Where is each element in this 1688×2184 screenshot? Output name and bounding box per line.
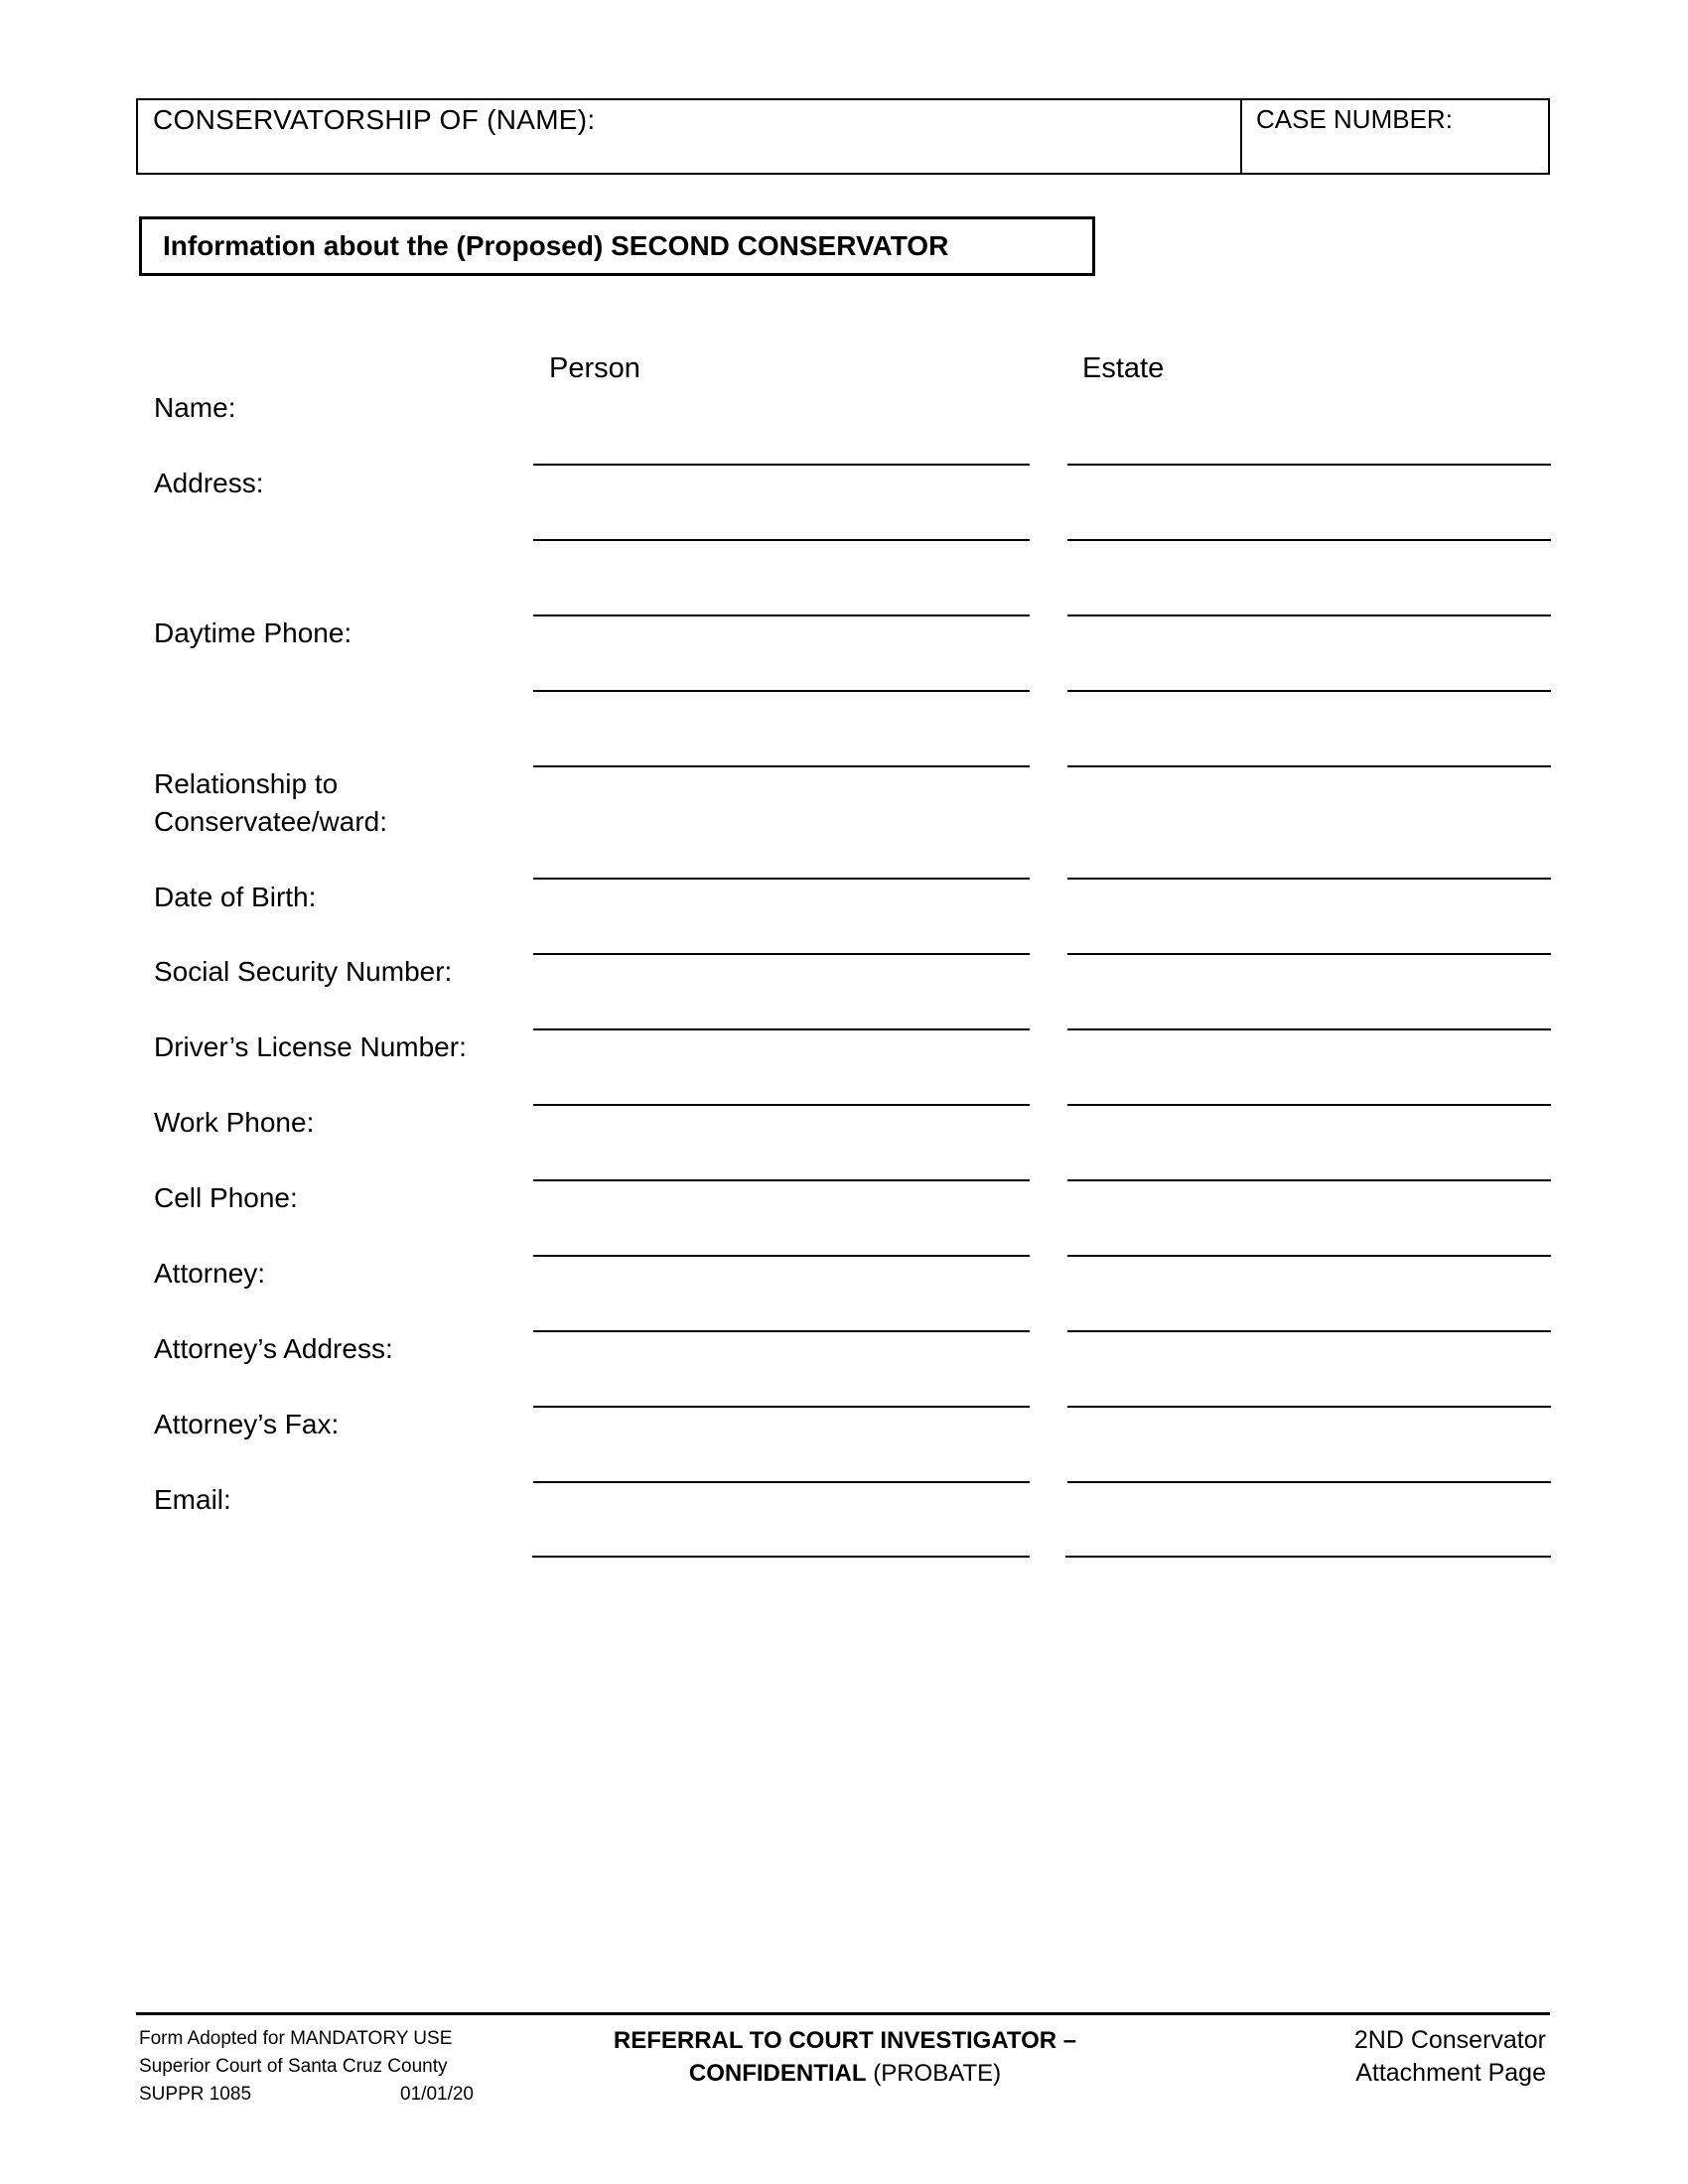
label-daytime-phone: Daytime Phone: — [154, 617, 352, 648]
footer-title-probate: (PROBATE) — [873, 2060, 1002, 2087]
estate-name-line[interactable] — [1067, 464, 1551, 466]
footer-form-info — [139, 2025, 474, 2109]
person-attorney-fax-line[interactable] — [533, 1481, 1030, 1483]
person-name-line[interactable] — [533, 464, 1030, 466]
estate-address-line-2[interactable] — [1067, 614, 1551, 616]
person-relationship-line[interactable] — [533, 878, 1030, 880]
footer-title — [564, 2024, 1126, 2090]
estate-ssn-line[interactable] — [1067, 1028, 1551, 1030]
label-attorney-address: Attorney’s Address: — [154, 1333, 393, 1364]
person-attorney-line[interactable] — [533, 1330, 1030, 1332]
estate-attorney-fax-line[interactable] — [1067, 1481, 1551, 1483]
footer-title-line1: REFERRAL TO COURT INVESTIGATOR – — [613, 2027, 1077, 2054]
column-person-heading: Person — [549, 352, 640, 384]
label-relationship-line1: Relationship to — [154, 768, 339, 799]
estate-attorney-address-line[interactable] — [1067, 1406, 1551, 1408]
estate-date-of-birth-line[interactable] — [1067, 953, 1551, 955]
person-daytime-phone-line-1[interactable] — [533, 690, 1030, 692]
estate-work-phone-line[interactable] — [1067, 1179, 1551, 1181]
label-work-phone: Work Phone: — [154, 1107, 315, 1138]
caption-header — [136, 98, 1550, 175]
label-address: Address: — [154, 468, 264, 498]
label-attorney-fax: Attorney’s Fax: — [154, 1409, 340, 1439]
person-cell-phone-line[interactable] — [533, 1255, 1030, 1257]
conservatorship-name-field[interactable] — [138, 100, 1242, 173]
label-email: Email: — [154, 1484, 231, 1515]
label-name: Name: — [154, 392, 236, 423]
estate-attorney-line[interactable] — [1067, 1330, 1551, 1332]
conservatorship-label: CONSERVATORSHIP OF (NAME): — [153, 104, 596, 135]
footer-adopted: Form Adopted for MANDATORY USE — [139, 2028, 453, 2049]
estate-email-line[interactable] — [1065, 1556, 1551, 1558]
person-ssn-line[interactable] — [533, 1028, 1030, 1030]
footer-form-id-row — [139, 2081, 474, 2109]
footer-right-line1: 2ND Conservator — [1353, 2026, 1546, 2054]
estate-cell-phone-line[interactable] — [1067, 1255, 1551, 1257]
label-social-security-number: Social Security Number: — [154, 956, 453, 987]
person-date-of-birth-line[interactable] — [533, 953, 1030, 955]
case-number-field[interactable] — [1242, 100, 1548, 173]
person-address-line-1[interactable] — [533, 539, 1030, 541]
estate-address-line-1[interactable] — [1067, 539, 1551, 541]
person-daytime-phone-line-2[interactable] — [533, 765, 1030, 767]
footer-title-confidential: CONFIDENTIAL — [688, 2060, 867, 2087]
label-relationship-line2: Conservatee/ward: — [154, 806, 388, 837]
person-attorney-address-line[interactable] — [533, 1406, 1030, 1408]
estate-relationship-line[interactable] — [1067, 878, 1551, 880]
footer-court: Superior Court of Santa Cruz County — [139, 2056, 448, 2077]
footer-form-id: SUPPR 1085 — [139, 2084, 252, 2105]
case-number-label: CASE NUMBER: — [1256, 104, 1453, 134]
estate-daytime-phone-line-2[interactable] — [1067, 765, 1551, 767]
estate-drivers-license-line[interactable] — [1067, 1104, 1551, 1106]
label-cell-phone: Cell Phone: — [154, 1182, 298, 1213]
footer-date: 01/01/20 — [400, 2084, 474, 2105]
person-email-line[interactable] — [532, 1556, 1030, 1558]
label-date-of-birth: Date of Birth: — [154, 882, 317, 912]
footer-attachment-label — [1354, 2024, 1546, 2090]
footer-rule — [136, 2012, 1550, 2015]
person-work-phone-line[interactable] — [533, 1179, 1030, 1181]
column-estate-heading: Estate — [1082, 352, 1165, 384]
label-attorney: Attorney: — [154, 1258, 266, 1289]
section-title: Information about the (Proposed) SECOND CONSERVATOR — [139, 216, 1095, 276]
estate-daytime-phone-line-1[interactable] — [1067, 690, 1551, 692]
person-drivers-license-line[interactable] — [533, 1104, 1030, 1106]
label-drivers-license-number: Driver’s License Number: — [154, 1031, 467, 1062]
person-address-line-2[interactable] — [533, 614, 1030, 616]
footer-right-line2: Attachment Page — [1355, 2059, 1546, 2087]
